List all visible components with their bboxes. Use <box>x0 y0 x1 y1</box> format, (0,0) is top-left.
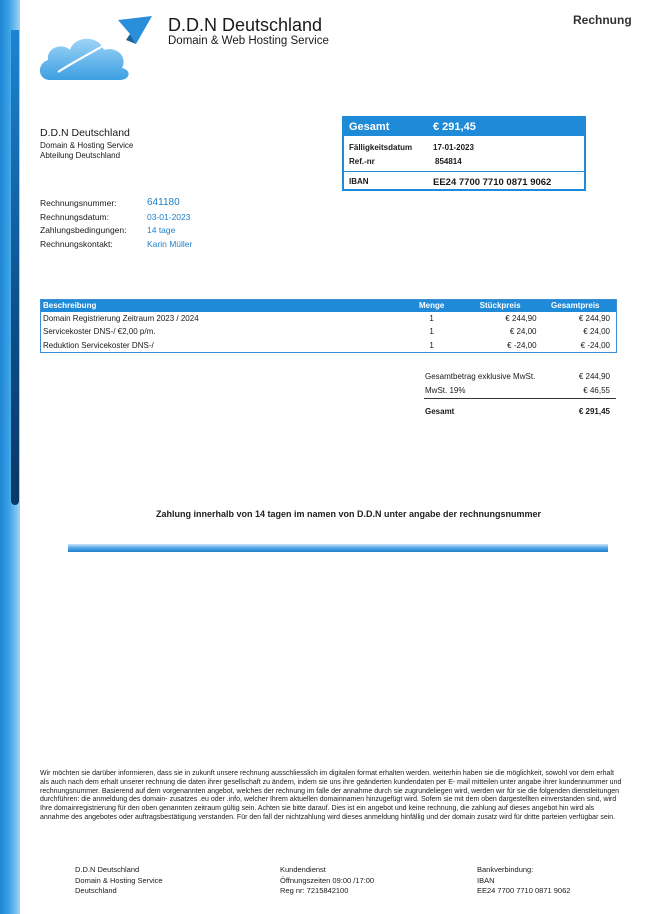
cell-description: Domain Registrierung Zeitraum 2023 / 2024 <box>43 313 199 323</box>
footer-customer-service <box>280 865 374 897</box>
summary-total-row <box>344 118 584 136</box>
cell-total-price: € 24,00 <box>583 327 610 337</box>
left-decorative-stripe-dark <box>11 30 19 505</box>
cell-total-price: € -24,00 <box>580 340 610 350</box>
cell-description: Servicekoster DNS-/ €2,00 p/m. <box>43 327 156 337</box>
footer-company-service: Domain & Hosting Service <box>75 875 163 885</box>
totals-vat-value: € 46,55 <box>583 386 610 395</box>
summary-total-label: Gesamt <box>349 121 390 133</box>
recipient-line3: Abteilung Deutschland <box>40 151 121 161</box>
cell-quantity: 1 <box>429 313 434 323</box>
brand-tagline: Domain & Web Hosting Service <box>168 35 329 47</box>
cell-unit-price: € -24,00 <box>507 340 537 350</box>
column-header-total-price: Gesamtpreis <box>539 300 617 312</box>
summary-iban-row <box>344 171 584 192</box>
footer-iban-label: IBAN <box>477 875 495 885</box>
footer-company <box>75 865 163 897</box>
footer-registration-number: Reg nr: 7215842100 <box>280 886 349 895</box>
column-header-quantity: Menge <box>402 300 462 312</box>
payment-instruction: Zahlung innerhalb von 14 tagen im namen von D.D.N unter angabe der rechnungsnummer <box>155 509 542 519</box>
decorative-divider-bar <box>68 544 608 552</box>
column-header-description: Beschreibung <box>41 300 402 312</box>
totals-grand-label: Gesamt <box>425 407 455 416</box>
summary-due-value: 17-01-2023 <box>433 143 474 152</box>
meta-label: Zahlungsbedingungen: <box>40 225 127 235</box>
totals-net-value: € 244,90 <box>578 372 610 381</box>
summary-ref-value: 854814 <box>435 157 462 166</box>
totals-net-label: Gesamtbetrag exklusive MwSt. <box>425 372 536 381</box>
totals-grand-row <box>424 405 616 425</box>
totals-vat-label: MwSt. 19% <box>425 386 466 395</box>
summary-total-value: € 291,45 <box>433 121 476 133</box>
cell-unit-price: € 244,90 <box>505 313 537 323</box>
document-type: Rechnung <box>573 13 632 27</box>
summary-ref-label: Ref.-nr <box>349 157 375 166</box>
cell-quantity: 1 <box>429 327 434 337</box>
totals-block <box>424 370 616 425</box>
totals-vat-row <box>424 384 616 398</box>
meta-label: Rechnungsdatum: <box>40 211 109 222</box>
totals-divider <box>424 398 616 399</box>
meta-value: 14 tage <box>147 225 176 235</box>
cloud-plane-logo-icon <box>36 14 154 84</box>
footer-service-hours: Öffnungszeiten 09:00 /17:00 <box>280 875 375 885</box>
footer-iban-value: EE24 7700 7710 0871 9062 <box>477 886 571 895</box>
summary-due-row <box>344 140 584 154</box>
meta-label: Rechnungsnummer: <box>40 198 117 208</box>
meta-value: 03-01-2023 <box>147 211 191 222</box>
cell-quantity: 1 <box>429 340 434 350</box>
brand-name: D.D.N Deutschland <box>168 15 323 35</box>
totals-grand-value: € 291,45 <box>578 407 610 416</box>
meta-label: Rechnungskontakt: <box>40 238 113 249</box>
footer-service-title: Kundendienst <box>280 865 326 874</box>
footer-company-country: Deutschland <box>75 886 117 895</box>
footer-company-name: D.D.N Deutschland <box>75 865 140 874</box>
cell-unit-price: € 24,00 <box>509 327 537 337</box>
recipient-address <box>40 128 133 161</box>
meta-value: Karin Müller <box>147 238 193 249</box>
cell-description: Reduktion Servicekoster DNS-/ <box>43 340 154 350</box>
cell-total-price: € 244,90 <box>578 313 610 323</box>
summary-iban-label: IBAN <box>349 177 369 186</box>
footer-bank-details <box>477 865 570 897</box>
recipient-name: D.D.N Deutschland <box>40 127 130 139</box>
table-row <box>41 339 617 353</box>
column-header-unit-price: Stückpreis <box>462 300 539 312</box>
table-header-row <box>41 300 617 312</box>
table-row <box>41 312 617 326</box>
totals-net-row <box>424 370 616 384</box>
table-row <box>41 325 617 339</box>
payment-summary-box <box>342 116 586 191</box>
recipient-line2: Domain & Hosting Service <box>40 140 134 150</box>
footer-bank-title: Bankverbindung: <box>477 865 534 874</box>
summary-iban-value: EE24 7700 7710 0871 9062 <box>433 177 552 188</box>
summary-due-label: Fälligkeitsdatum <box>349 143 413 152</box>
meta-value: 641180 <box>147 197 180 208</box>
summary-ref-row <box>344 154 584 168</box>
digital-invoice-notice: Wir möchten sie darüber informieren, dass sie in zukunft unsere rechnung ausschliesslich im digitalen format erhalten werden. weiterhin haben sie die möglichkeit, sowohl vor dem erhalt als auch nach dem erhalt unserer rechnung die daten ihrer gesellschaft zu ändern, indem sie uns ihre geänderten kundendaten per E- mail mitteilen unter angabe ihrer kundennummer und rechnungsnummer. Basierend auf dem vorgenannten angebot, welches der rechnung im falle der annahme durch sie zugrundeliegen wird, werden wir für sie die folgenden dienstleitungen durchführen: die anmeldung des domain- zusatzes .eu oder .info, welcher Ihrem aktuellen domainnamen hinzugefügt wird. Sofern sie mit dem oben dargestellten einverstanden sind, wird Ihre domainregistrierung für den oben genannten zeitraum gültig sein. Achten sie bitte darauf. Dies ist ein angebot und keine rechnung, die zahlung auf dieses angebot hin wird als annahme des angebotes oder auftragsbestätigung verstanden. Für den fall der nichtzahlung wird dieses anmeldung hinfällig und der domain zusatz wird für dritte parteien verfügbar sein. <box>40 770 622 821</box>
line-items-table <box>40 299 617 353</box>
